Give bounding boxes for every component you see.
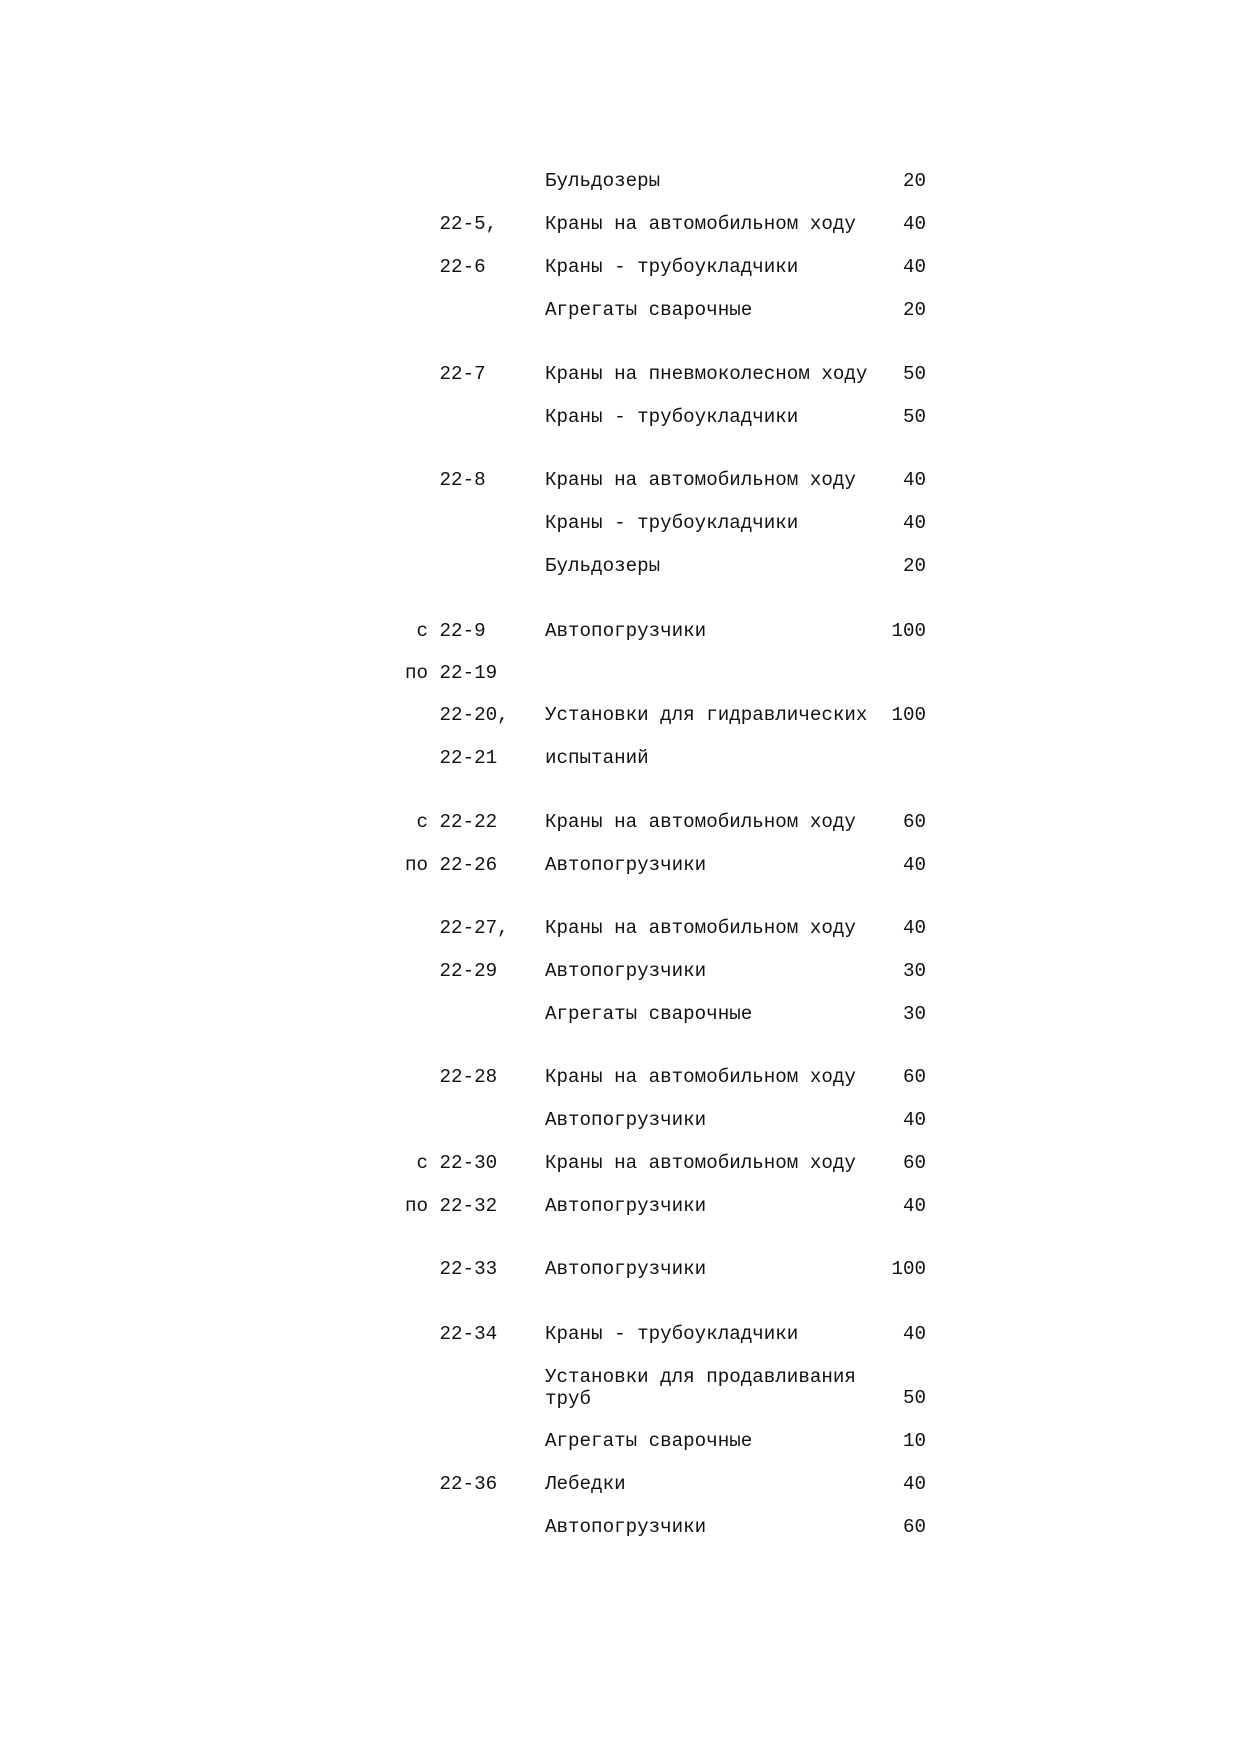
row-machine-name: Автопогрузчики xyxy=(545,620,707,642)
row-value: 100 xyxy=(891,620,926,642)
row-value: 20 xyxy=(902,299,926,321)
row-machine-name: Краны на автомобильном ходу xyxy=(545,1152,856,1174)
row-machine-name: Краны - трубоукладчики xyxy=(545,406,799,428)
row-code: 22-33 xyxy=(405,1258,498,1280)
row-value: 50 xyxy=(902,363,926,385)
row-value: 40 xyxy=(902,512,926,534)
row-machine-name: Агрегаты сварочные xyxy=(545,1430,753,1452)
row-code: 22-21 xyxy=(405,747,498,769)
table-row xyxy=(0,1195,1240,1235)
row-value: 40 xyxy=(902,1109,926,1131)
table-row xyxy=(0,1258,1240,1298)
row-value: 40 xyxy=(902,1473,926,1495)
row-machine-name: Бульдозеры xyxy=(545,170,661,192)
row-machine-name: Автопогрузчики xyxy=(545,1109,707,1131)
row-value: 40 xyxy=(902,917,926,939)
row-value: 40 xyxy=(902,213,926,235)
row-machine-name: Агрегаты сварочные xyxy=(545,1003,753,1025)
row-code: 22-28 xyxy=(405,1066,498,1088)
row-machine-name: Краны на автомобильном ходу xyxy=(545,213,856,235)
table-row xyxy=(0,1516,1240,1556)
row-machine-name: Бульдозеры xyxy=(545,555,661,577)
row-machine-name: Автопогрузчики xyxy=(545,1516,707,1538)
table-row xyxy=(0,854,1240,894)
row-value: 40 xyxy=(902,469,926,491)
table-row xyxy=(0,620,1240,660)
table-row xyxy=(0,960,1240,1000)
row-value: 10 xyxy=(902,1430,926,1452)
table-row xyxy=(0,662,1240,702)
table-row xyxy=(0,299,1240,339)
row-machine-name: Агрегаты сварочные xyxy=(545,299,753,321)
table-row xyxy=(0,1323,1240,1363)
row-value: 60 xyxy=(902,1066,926,1088)
row-value: 30 xyxy=(902,1003,926,1025)
row-value: 100 xyxy=(891,1258,926,1280)
row-code: 22-8 xyxy=(405,469,486,491)
row-machine-name: Автопогрузчики xyxy=(545,960,707,982)
table-row xyxy=(0,1003,1240,1043)
table-row xyxy=(0,469,1240,509)
table-row xyxy=(0,704,1240,744)
table-row xyxy=(0,811,1240,851)
table-row xyxy=(0,1366,1240,1410)
table-row xyxy=(0,1109,1240,1149)
table-row xyxy=(0,917,1240,957)
row-machine-name: Краны - трубоукладчики xyxy=(545,512,799,534)
table-row xyxy=(0,747,1240,787)
row-machine-name: Автопогрузчики xyxy=(545,1195,707,1217)
row-machine-name: Краны - трубоукладчики xyxy=(545,256,799,278)
row-machine-name: Установки для продавливания труб xyxy=(545,1366,856,1410)
row-machine-name: Установки для гидравлических xyxy=(545,704,868,726)
row-code: с 22-9 xyxy=(405,620,486,642)
row-code: по 22-26 xyxy=(405,854,498,876)
row-machine-name: Краны - трубоукладчики xyxy=(545,1323,799,1345)
row-value: 20 xyxy=(902,170,926,192)
row-value: 40 xyxy=(902,256,926,278)
table-row xyxy=(0,1066,1240,1106)
row-value: 50 xyxy=(902,1387,926,1409)
row-value: 40 xyxy=(902,1323,926,1345)
row-code: с 22-30 xyxy=(405,1152,498,1174)
table-row xyxy=(0,170,1240,210)
table-row xyxy=(0,555,1240,595)
row-code: 22-7 xyxy=(405,363,486,385)
row-value: 60 xyxy=(902,811,926,833)
table-row xyxy=(0,256,1240,296)
table-row xyxy=(0,1473,1240,1513)
row-value: 60 xyxy=(902,1516,926,1538)
row-value: 60 xyxy=(902,1152,926,1174)
row-machine-name: Автопогрузчики xyxy=(545,854,707,876)
row-value: 50 xyxy=(902,406,926,428)
table-row xyxy=(0,1152,1240,1192)
row-machine-name: Краны на пневмоколесном ходу xyxy=(545,363,868,385)
row-value: 40 xyxy=(902,854,926,876)
row-value: 30 xyxy=(902,960,926,982)
row-value: 20 xyxy=(902,555,926,577)
row-code: по 22-19 xyxy=(405,662,498,684)
row-value: 100 xyxy=(891,704,926,726)
row-machine-name: Краны на автомобильном ходу xyxy=(545,811,856,833)
row-machine-name: Краны на автомобильном ходу xyxy=(545,917,856,939)
row-machine-name: Автопогрузчики xyxy=(545,1258,707,1280)
table-row xyxy=(0,406,1240,446)
row-code: 22-20, xyxy=(405,704,509,726)
row-code: с 22-22 xyxy=(405,811,498,833)
row-code: 22-36 xyxy=(405,1473,498,1495)
row-code: по 22-32 xyxy=(405,1195,498,1217)
table-row xyxy=(0,512,1240,552)
row-machine-name: испытаний xyxy=(545,747,649,769)
row-machine-name: Краны на автомобильном ходу xyxy=(545,1066,856,1088)
table-row xyxy=(0,213,1240,253)
table-row xyxy=(0,363,1240,403)
row-code: 22-34 xyxy=(405,1323,498,1345)
table-row xyxy=(0,1430,1240,1470)
row-value: 40 xyxy=(902,1195,926,1217)
row-code: 22-6 xyxy=(405,256,486,278)
row-code: 22-5, xyxy=(405,213,498,235)
row-code: 22-29 xyxy=(405,960,498,982)
row-code: 22-27, xyxy=(405,917,509,939)
row-machine-name: Краны на автомобильном ходу xyxy=(545,469,856,491)
row-machine-name: Лебедки xyxy=(545,1473,626,1495)
